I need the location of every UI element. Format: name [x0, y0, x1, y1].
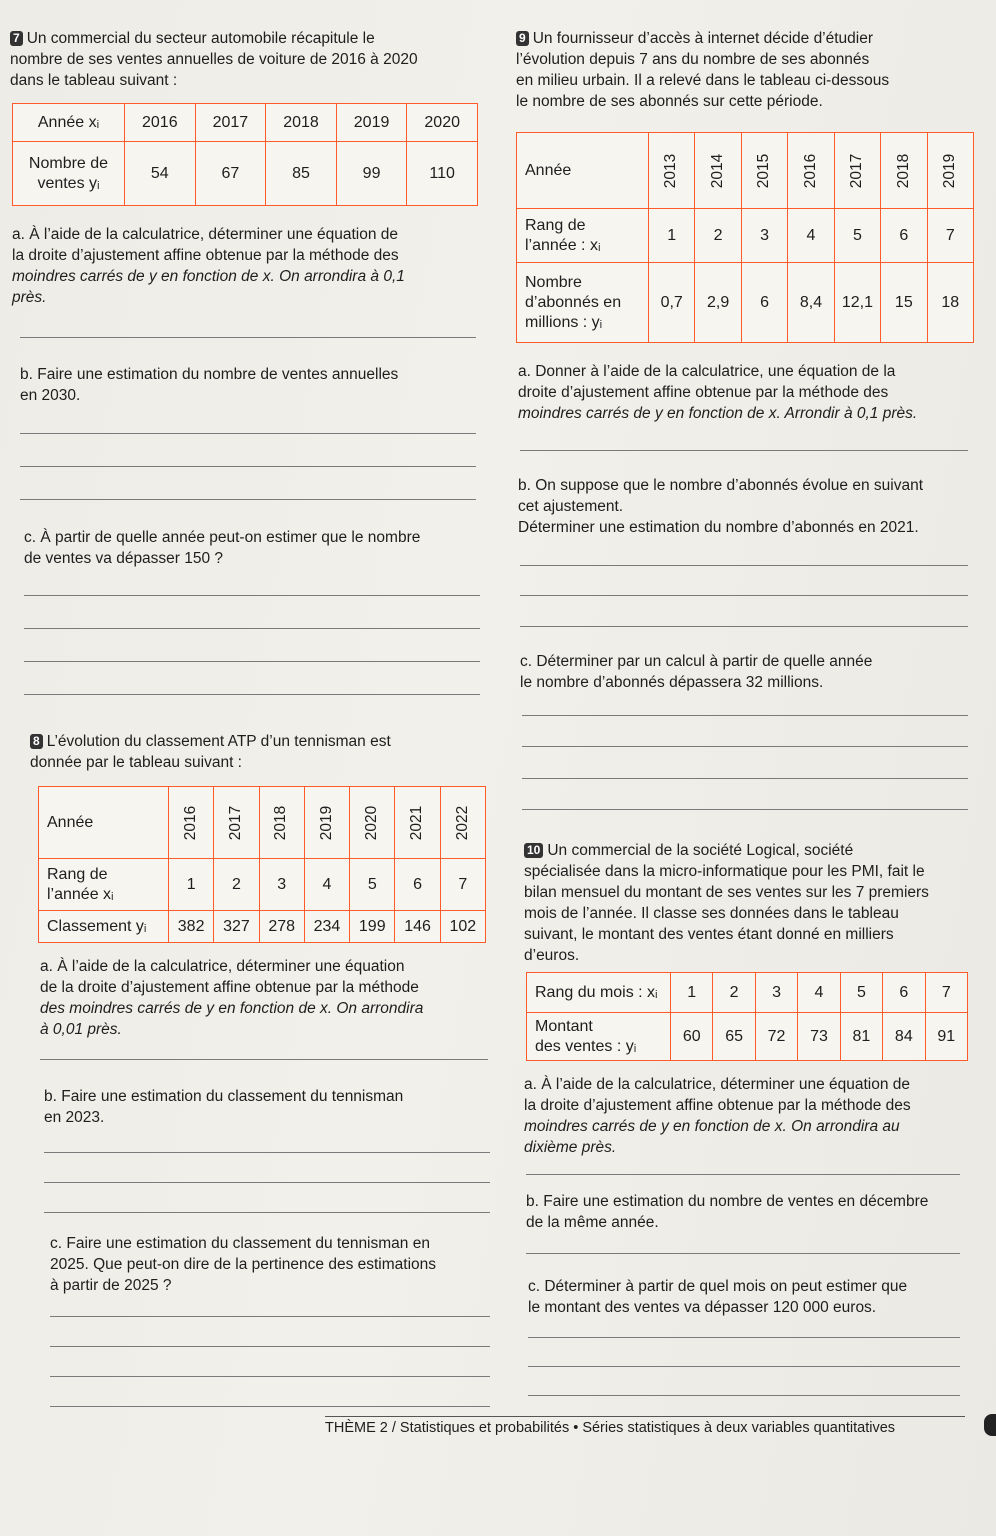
ex7-sales-value: 67 — [195, 142, 266, 206]
answer-line[interactable] — [44, 1212, 490, 1213]
ex9-rank: 6 — [881, 209, 927, 263]
ex7-year: 2016 — [125, 104, 196, 142]
answer-line[interactable] — [44, 1182, 490, 1183]
ex10-month: 5 — [840, 973, 882, 1013]
ex8-year: 2021 — [395, 787, 440, 859]
ex9-year: 2013 — [649, 133, 695, 209]
ex8-question-b: b. Faire une estimation du classement du tennisman en 2023. — [44, 1088, 404, 1126]
ex9-rank: 1 — [649, 209, 695, 263]
ex10-sales-value: 65 — [713, 1013, 755, 1061]
ex10-sales-value: 81 — [840, 1013, 882, 1061]
ex8-number-badge: 8 — [30, 734, 43, 749]
answer-line[interactable] — [520, 626, 968, 627]
page-corner-tab — [984, 1414, 996, 1436]
ex8-ranking-value: 278 — [259, 911, 304, 943]
ex8-ranking-value: 102 — [440, 911, 485, 943]
ex9-number-badge: 9 — [516, 31, 529, 46]
ex8-year: 2020 — [350, 787, 395, 859]
ex10-sales-value: 60 — [671, 1013, 713, 1061]
ex10-month: 4 — [798, 973, 840, 1013]
answer-line[interactable] — [50, 1376, 490, 1377]
ex9-subscribers-value: 2,9 — [695, 263, 741, 343]
ex8-ranking-value: 327 — [214, 911, 259, 943]
ex9-year: 2017 — [834, 133, 880, 209]
answer-line[interactable] — [50, 1316, 490, 1317]
ex9-rank: 5 — [834, 209, 880, 263]
answer-line[interactable] — [526, 1253, 960, 1254]
ex10-month: 3 — [755, 973, 797, 1013]
ex9-subscribers-value: 0,7 — [649, 263, 695, 343]
ex10-month: 1 — [671, 973, 713, 1013]
ex10-sales-value: 72 — [755, 1013, 797, 1061]
ex7-number-badge: 7 — [10, 31, 23, 46]
answer-line[interactable] — [24, 628, 480, 629]
ex9-subscribers-header: Nombre d’abonnés en millions : yᵢ — [517, 263, 649, 343]
ex8-year: 2016 — [169, 787, 214, 859]
ex8-year: 2019 — [304, 787, 349, 859]
ex10-intro: 10 Un commercial de la société Logical, société spécialisée dans la micro-informatique pour les PMI, fait le bilan mensuel du montant de ses ventes sur les 7 premiers mois de l’année. Il classe ses données dans le tableau suivant, le montant des ventes étant donné en milliers d’euros. — [524, 842, 929, 964]
ex8-question-a: a. À l’aide de la calculatrice, déterminer une équation de la droite d’ajustement affine obtenue par la méthode des moindres carrés de y en fonction de x. On arrondira à 0,01 près. — [40, 958, 424, 1038]
answer-line[interactable] — [50, 1346, 490, 1347]
ex8-year: 2022 — [440, 787, 485, 859]
ex10-number-badge: 10 — [524, 843, 543, 858]
answer-line[interactable] — [24, 661, 480, 662]
ex7-sales-value: 110 — [407, 142, 478, 206]
ex10-question-a: a. À l’aide de la calculatrice, déterminer une équation de la droite d’ajustement affine obtenue par la méthode des moindres carrés de y en fonction de x. On arrondira au dixième près. — [524, 1076, 911, 1156]
ex9-year: 2015 — [741, 133, 787, 209]
answer-line[interactable] — [522, 778, 968, 779]
ex7-intro: 7 Un commercial du secteur automobile récapitule le nombre de ses ventes annuelles de voiture de 2016 à 2020 dans le tableau suivant : — [10, 30, 418, 89]
ex9-year-header: Année — [517, 133, 649, 209]
ex7-question-c: c. À partir de quelle année peut-on estimer que le nombre de ventes va dépasser 150 ? — [24, 529, 421, 567]
answer-line[interactable] — [520, 565, 968, 566]
ex10-sales-value: 91 — [925, 1013, 967, 1061]
ex8-rank: 1 — [169, 859, 214, 911]
ex9-rank: 7 — [927, 209, 973, 263]
answer-line[interactable] — [20, 499, 476, 500]
ex9-question-b: b. On suppose que le nombre d’abonnés évolue en suivant cet ajustement. Déterminer une estimation du nombre d’abonnés en 2021. — [518, 477, 924, 536]
ex7-table — [12, 103, 478, 206]
ex8-rank: 4 — [304, 859, 349, 911]
answer-line[interactable] — [528, 1395, 960, 1396]
ex7-year: 2019 — [336, 104, 407, 142]
ex10-sales-value: 73 — [798, 1013, 840, 1061]
ex7-sales-value: 99 — [336, 142, 407, 206]
ex9-question-c: c. Déterminer par un calcul à partir de quelle année le nombre d’abonnés dépassera 32 millions. — [520, 653, 873, 691]
ex7-sales-value: 85 — [266, 142, 337, 206]
answer-line[interactable] — [526, 1174, 960, 1175]
answer-line[interactable] — [20, 433, 476, 434]
ex8-ranking-header: Classement yᵢ — [39, 911, 169, 943]
ex10-month: 6 — [883, 973, 925, 1013]
answer-line[interactable] — [528, 1337, 960, 1338]
ex10-sales-header: Montant des ventes : yᵢ — [527, 1013, 671, 1061]
ex10-table — [526, 972, 968, 1061]
ex8-year: 2018 — [259, 787, 304, 859]
ex8-ranking-value: 234 — [304, 911, 349, 943]
ex8-table — [38, 786, 486, 943]
answer-line[interactable] — [528, 1366, 960, 1367]
ex10-question-c: c. Déterminer à partir de quel mois on peut estimer que le montant des ventes va dépasser 120 000 euros. — [528, 1278, 908, 1316]
answer-line[interactable] — [520, 450, 968, 451]
ex9-rank: 4 — [788, 209, 834, 263]
ex9-rank: 3 — [741, 209, 787, 263]
answer-line[interactable] — [522, 715, 968, 716]
ex9-subscribers-value: 18 — [927, 263, 973, 343]
ex8-rank: 6 — [395, 859, 440, 911]
answer-line[interactable] — [44, 1152, 490, 1153]
ex7-question-b: b. Faire une estimation du nombre de ventes annuelles en 2030. — [20, 366, 399, 404]
answer-line[interactable] — [522, 746, 968, 747]
ex8-question-c: c. Faire une estimation du classement du tennisman en 2025. Que peut-on dire de la pertinence des estimations à partir de 2025 ? — [50, 1235, 437, 1294]
ex10-month: 7 — [925, 973, 967, 1013]
answer-line[interactable] — [24, 595, 480, 596]
ex9-subscribers-value: 15 — [881, 263, 927, 343]
ex7-question-a: a. À l’aide de la calculatrice, déterminer une équation de la droite d’ajustement affine obtenue par la méthode des moindres carrés de y en fonction de x. On arrondira à 0,1 près. — [12, 226, 405, 306]
ex9-intro: 9 Un fournisseur d’accès à internet décide d’étudier l’évolution depuis 7 ans du nombre de ses abonnés en milieu urbain. Il a relevé dans le tableau ci-dessous le nombre de ses abonnés sur cette période. — [516, 30, 890, 110]
ex9-question-a: a. Donner à l’aide de la calculatrice, une équation de la droite d’ajustement affine obtenue par la méthode des moindres carrés de y en fonction de x. Arrondir à 0,1 près. — [518, 363, 918, 422]
ex10-month-header: Rang du mois : xᵢ — [527, 973, 671, 1013]
ex9-year: 2016 — [788, 133, 834, 209]
ex8-ranking-value: 146 — [395, 911, 440, 943]
ex9-subscribers-value: 12,1 — [834, 263, 880, 343]
ex8-rank: 7 — [440, 859, 485, 911]
answer-line[interactable] — [20, 466, 476, 467]
ex10-month: 2 — [713, 973, 755, 1013]
ex9-subscribers-value: 8,4 — [788, 263, 834, 343]
page-footer: THÈME 2 / Statistiques et probabilités • Séries statistiques à deux variables quantitatives — [325, 1416, 965, 1436]
ex8-rank: 5 — [350, 859, 395, 911]
ex7-year: 2018 — [266, 104, 337, 142]
answer-line[interactable] — [520, 595, 968, 596]
ex8-year-header: Année — [39, 787, 169, 859]
ex8-rank-header: Rang de l’année xᵢ — [39, 859, 169, 911]
answer-line[interactable] — [522, 809, 968, 810]
ex8-rank: 3 — [259, 859, 304, 911]
answer-line[interactable] — [40, 1059, 488, 1060]
ex8-ranking-value: 199 — [350, 911, 395, 943]
ex9-year: 2014 — [695, 133, 741, 209]
ex9-subscribers-value: 6 — [741, 263, 787, 343]
ex9-table — [516, 132, 974, 343]
ex10-question-b: b. Faire une estimation du nombre de ventes en décembre de la même année. — [526, 1193, 929, 1231]
ex7-sales-value: 54 — [125, 142, 196, 206]
ex8-rank: 2 — [214, 859, 259, 911]
ex9-rank-header: Rang de l’année : xᵢ — [517, 209, 649, 263]
answer-line[interactable] — [50, 1406, 490, 1407]
ex8-intro: 8 L’évolution du classement ATP d’un tennisman est donnée par le tableau suivant : — [30, 733, 391, 771]
answer-line[interactable] — [24, 694, 480, 695]
ex10-sales-value: 84 — [883, 1013, 925, 1061]
ex9-rank: 2 — [695, 209, 741, 263]
ex7-year: 2020 — [407, 104, 478, 142]
ex9-year: 2019 — [927, 133, 973, 209]
exercise-7 — [10, 28, 480, 91]
ex8-ranking-value: 382 — [169, 911, 214, 943]
ex7-sales-header: Nombre de ventes yᵢ — [13, 142, 125, 206]
ex7-year-header: Année xᵢ — [13, 104, 125, 142]
ex8-year: 2017 — [214, 787, 259, 859]
answer-line[interactable] — [20, 337, 476, 338]
ex7-year: 2017 — [195, 104, 266, 142]
ex9-year: 2018 — [881, 133, 927, 209]
